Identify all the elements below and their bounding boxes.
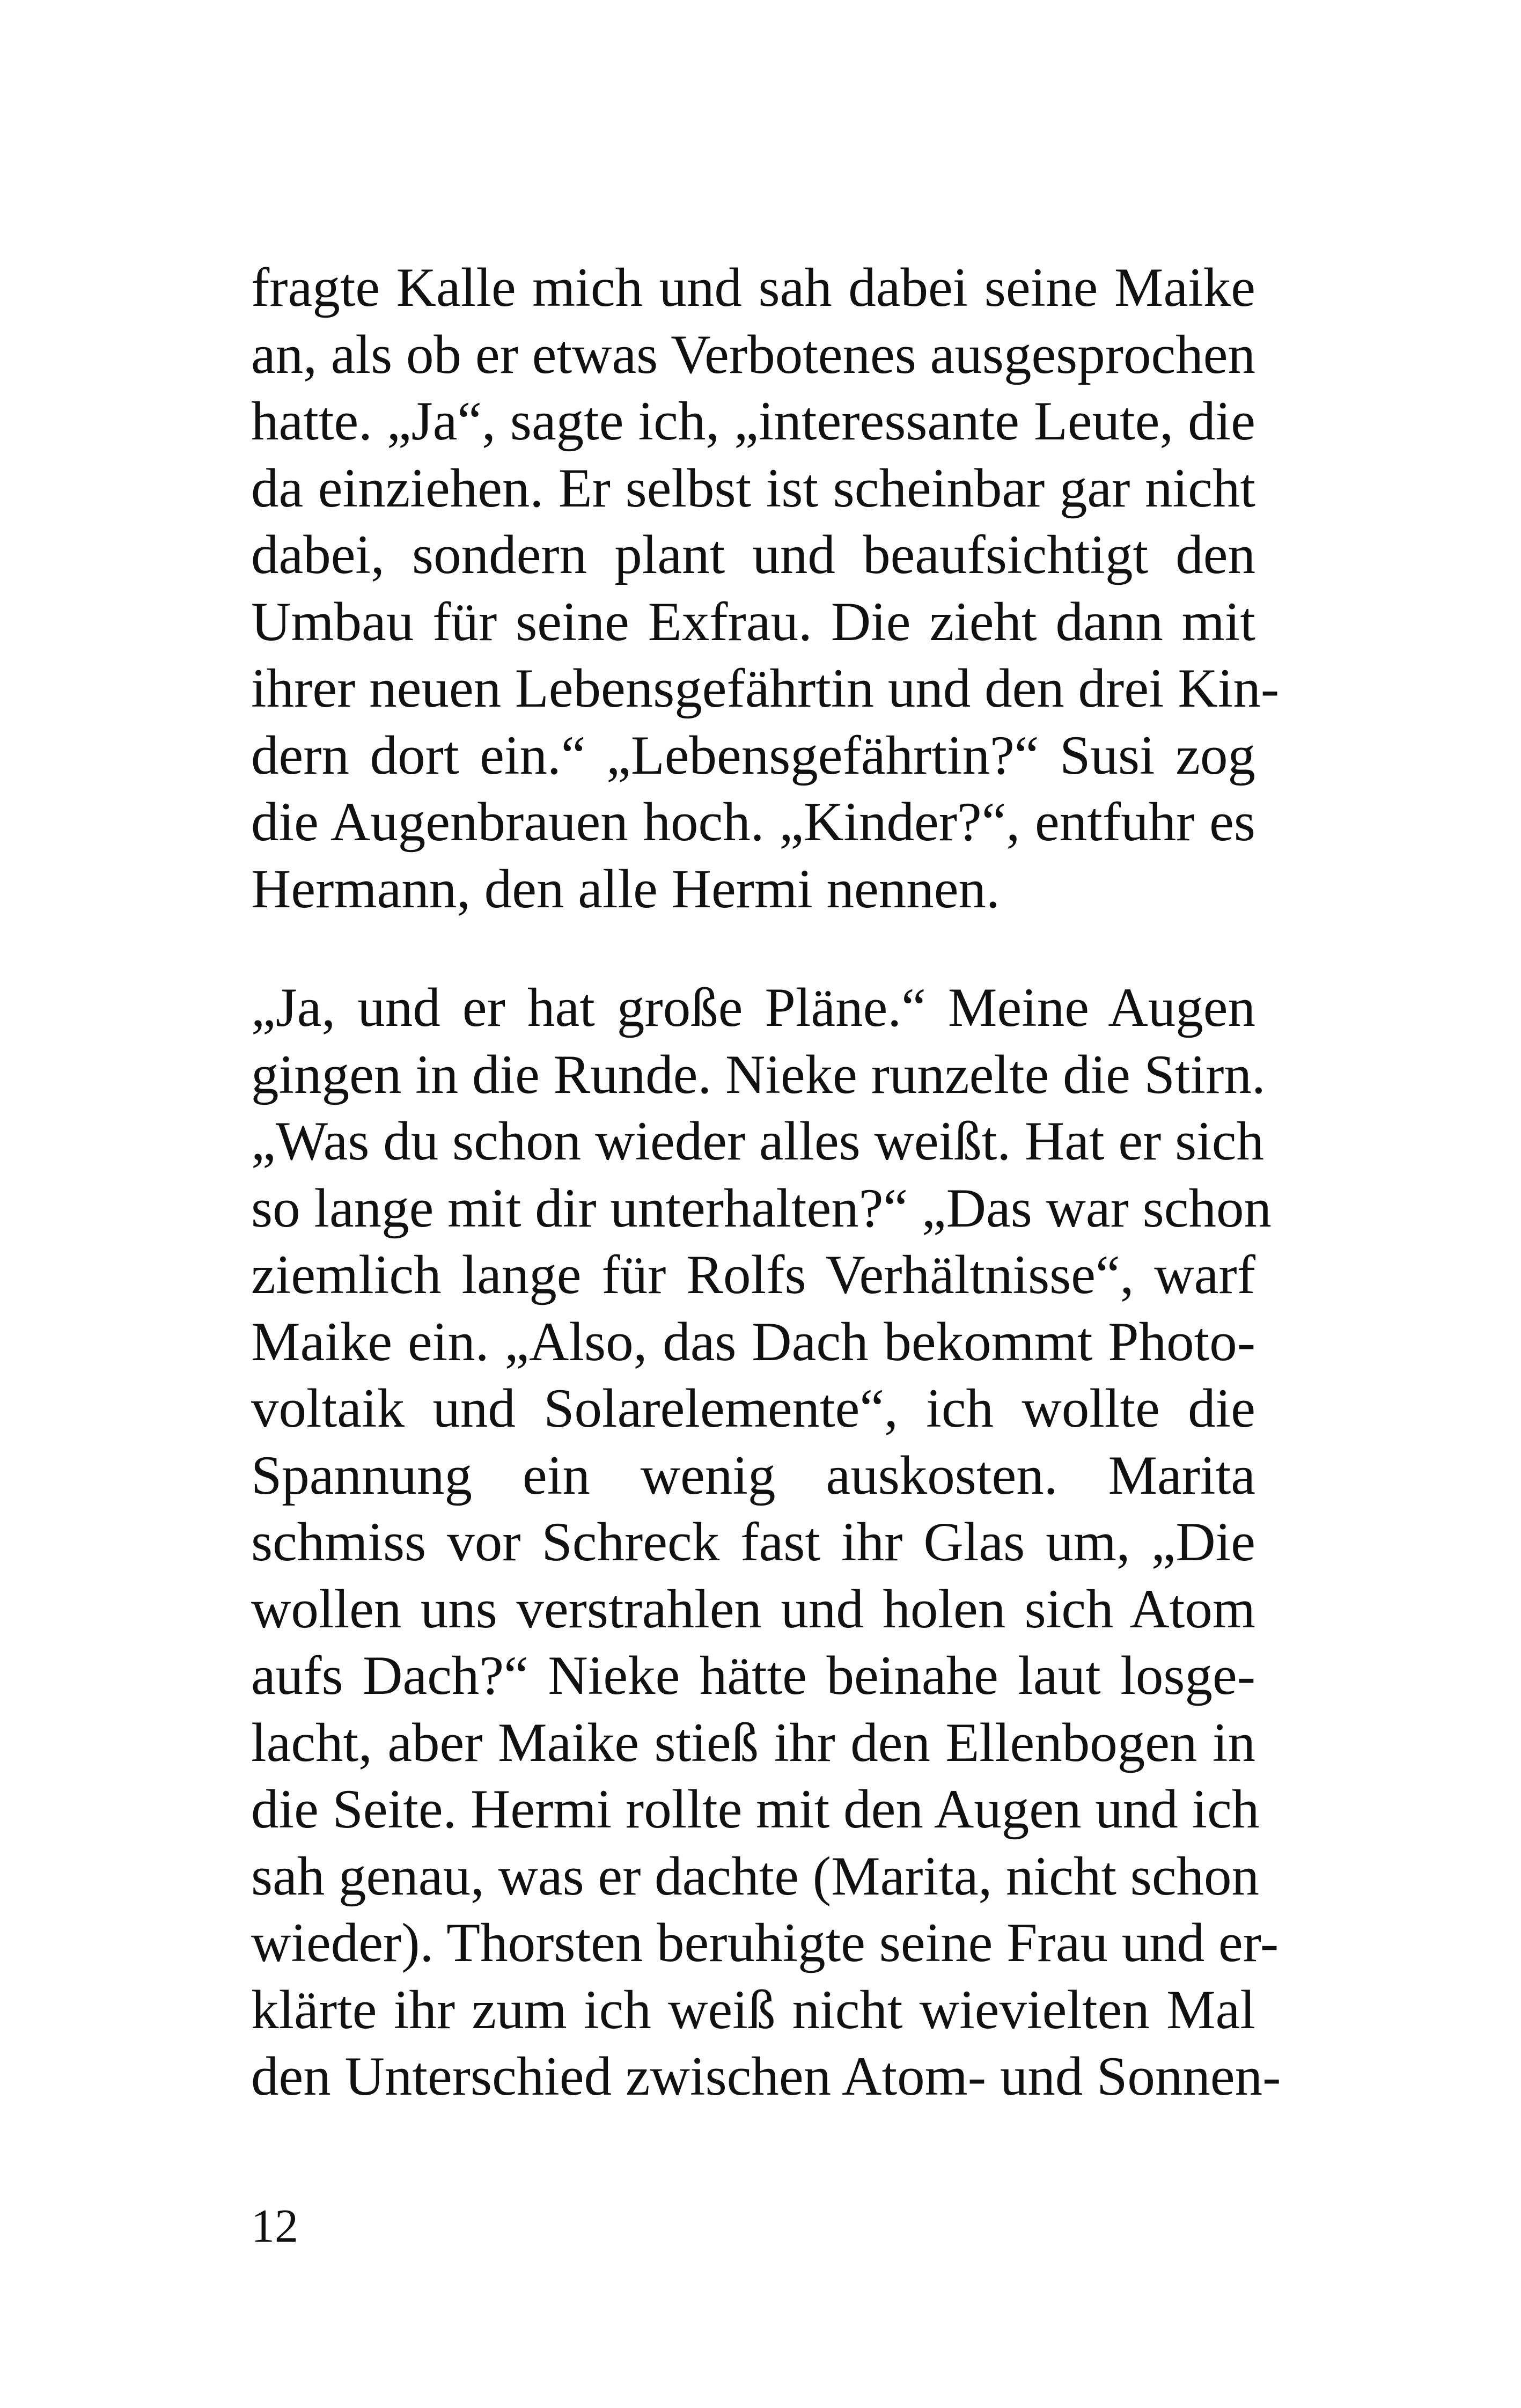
text-line: lacht, aber Maike stieß ihr den Ellenbogen in bbox=[251, 1712, 1255, 1773]
text-line: die Augenbrauen hoch. „Kinder?“, entfuhr es bbox=[251, 791, 1255, 853]
text-line: Spannung ein wenig auskosten. Marita bbox=[251, 1444, 1255, 1506]
text-line: die Seite. Hermi rollte mit den Augen und ich bbox=[251, 1779, 1260, 1840]
text-line: so lange mit dir unterhalten?“ „Das war schon bbox=[251, 1177, 1272, 1239]
text-line: fragte Kalle mich und sah dabei seine Maike bbox=[251, 257, 1255, 318]
text-line: Hermann, den alle Hermi nennen. bbox=[251, 858, 1000, 920]
text-line: „Ja, und er hat große Pläne.“ Meine Augen bbox=[251, 977, 1255, 1038]
text-line: sah genau, was er dachte (Marita, nicht schon bbox=[251, 1845, 1260, 1907]
text-line: ihrer neuen Lebensgefährtin und den drei Kin- bbox=[251, 658, 1280, 719]
page-number: 12 bbox=[251, 2200, 298, 2252]
text-line: schmiss vor Schreck fast ihr Glas um, „Die bbox=[251, 1511, 1255, 1573]
text-line: hatte. „Ja“, sagte ich, „interessante Leute, die bbox=[251, 391, 1255, 452]
text-line: klärte ihr zum ich weiß nicht wievielten Mal bbox=[251, 1979, 1255, 2040]
text-line: Maike ein. „Also, das Dach bekommt Photo- bbox=[251, 1311, 1255, 1372]
text-line: aufs Dach?“ Nieke hätte beinahe laut losge- bbox=[251, 1645, 1255, 1706]
paragraph-1 bbox=[251, 254, 1280, 922]
text-line: wieder). Thorsten beruhigte seine Frau und er- bbox=[251, 1912, 1279, 1973]
text-line: „Was du schon wieder alles weißt. Hat er sich bbox=[251, 1111, 1264, 1172]
text-line: Umbau für seine Exfrau. Die zieht dann mit bbox=[251, 591, 1255, 652]
text-line: dern dort ein.“ „Lebensgefährtin?“ Susi zog bbox=[251, 724, 1255, 786]
text-line: dabei, sondern plant und beaufsichtigt den bbox=[251, 524, 1255, 585]
text-line: den Unterschied zwischen Atom- und Sonnen- bbox=[251, 2046, 1281, 2107]
text-line: wollen uns verstrahlen und holen sich Atom bbox=[251, 1578, 1255, 1640]
paragraph-2 bbox=[251, 974, 1281, 2110]
text-line: an, als ob er etwas Verbotenes ausgesprochen bbox=[251, 324, 1255, 385]
text-line: voltaik und Solarelemente“, ich wollte die bbox=[251, 1378, 1255, 1439]
text-line: ziemlich lange für Rolfs Verhältnisse“, warf bbox=[251, 1244, 1255, 1305]
text-line: gingen in die Runde. Nieke runzelte die Stirn. bbox=[251, 1044, 1266, 1105]
text-line: da einziehen. Er selbst ist scheinbar gar nicht bbox=[251, 457, 1255, 519]
